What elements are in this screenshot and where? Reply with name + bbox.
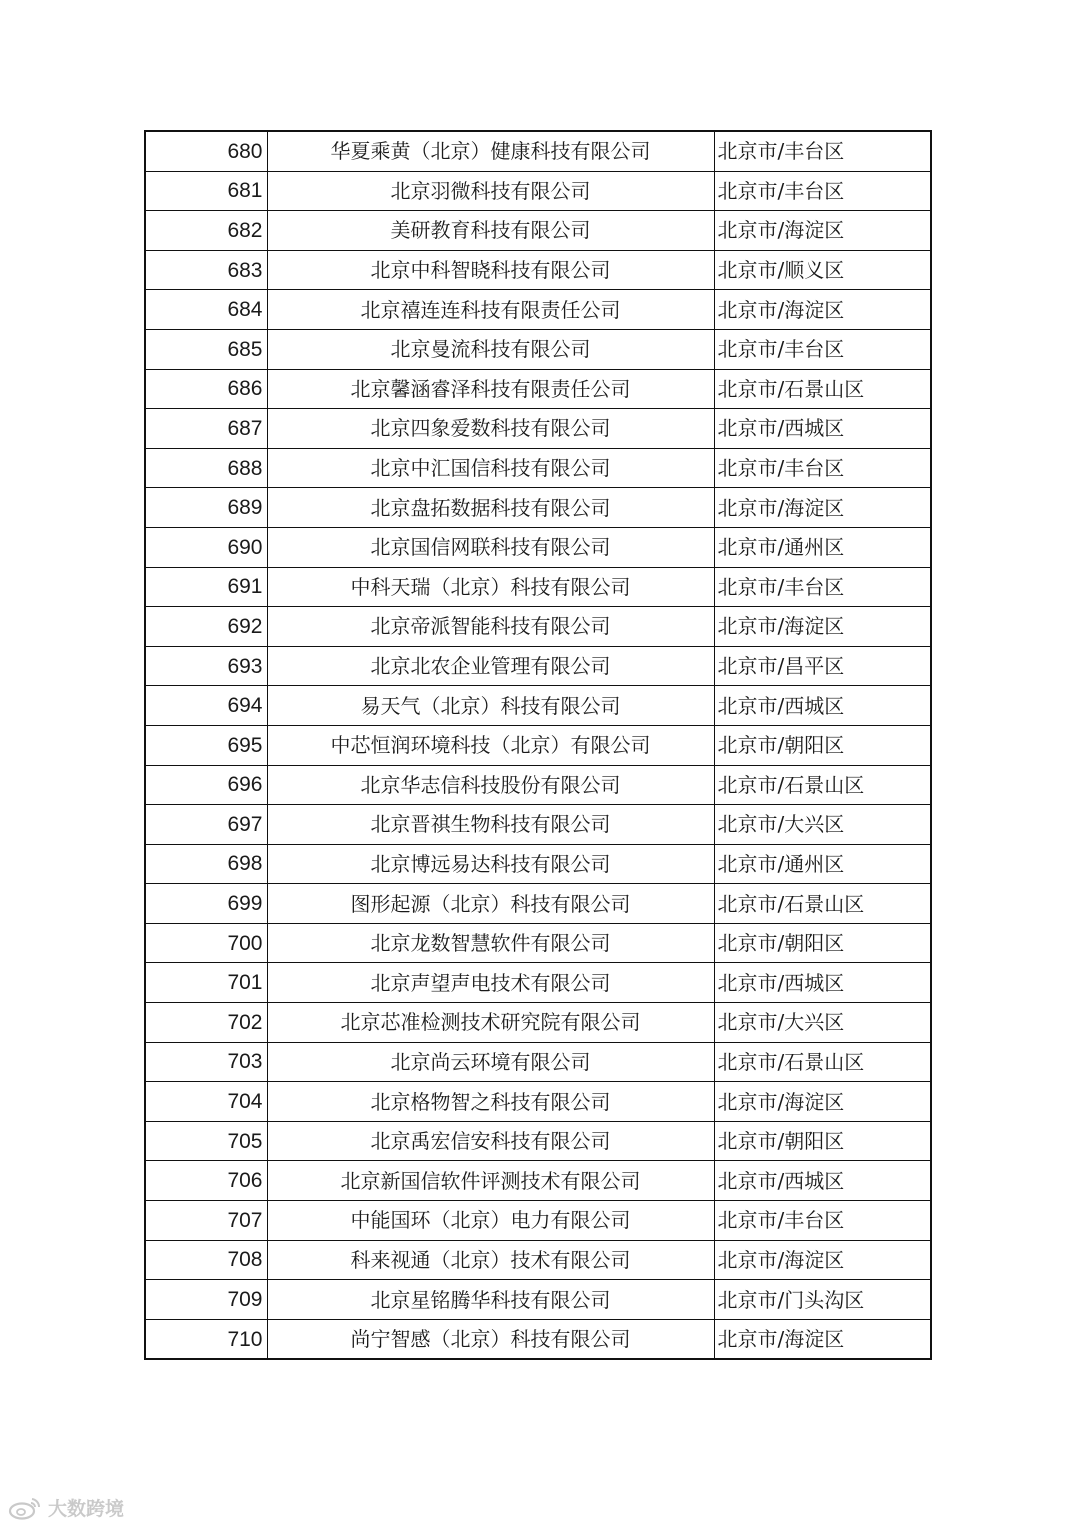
row-number: 685: [145, 329, 267, 369]
table-row: [145, 1319, 931, 1359]
row-number: 697: [145, 805, 267, 845]
company-location: 北京市/大兴区: [714, 1003, 931, 1043]
company-name: 北京四象爱数科技有限公司: [267, 409, 714, 449]
company-location: 北京市/石景山区: [714, 369, 931, 409]
company-name: 华夏乘黄（北京）健康科技有限公司: [267, 131, 714, 171]
company-name: 北京盘拓数据科技有限公司: [267, 488, 714, 528]
company-name: 北京龙数智慧软件有限公司: [267, 923, 714, 963]
row-number: 696: [145, 765, 267, 805]
row-number: 694: [145, 686, 267, 726]
table-row: [145, 607, 931, 647]
table-row: [145, 1121, 931, 1161]
watermark: [8, 1494, 124, 1521]
row-number: 692: [145, 607, 267, 647]
row-number: 707: [145, 1201, 267, 1241]
company-name: 北京新国信软件评测技术有限公司: [267, 1161, 714, 1201]
company-name: 北京中汇国信科技有限公司: [267, 448, 714, 488]
company-location: 北京市/昌平区: [714, 646, 931, 686]
table-row: [145, 646, 931, 686]
company-location: 北京市/海淀区: [714, 1240, 931, 1280]
company-name: 易天气（北京）科技有限公司: [267, 686, 714, 726]
table-row: [145, 369, 931, 409]
table-row: [145, 1003, 931, 1043]
table-row: [145, 1201, 931, 1241]
table-row: [145, 1161, 931, 1201]
table-body: [145, 131, 931, 1359]
row-number: 688: [145, 448, 267, 488]
table-row: [145, 409, 931, 449]
row-number: 705: [145, 1121, 267, 1161]
row-number: 682: [145, 211, 267, 251]
company-name: 北京声望声电技术有限公司: [267, 963, 714, 1003]
company-location: 北京市/大兴区: [714, 805, 931, 845]
company-location: 北京市/丰台区: [714, 171, 931, 211]
table-row: [145, 448, 931, 488]
table-row: [145, 1240, 931, 1280]
row-number: 693: [145, 646, 267, 686]
company-name: 北京北农企业管理有限公司: [267, 646, 714, 686]
company-location: 北京市/丰台区: [714, 448, 931, 488]
row-number: 702: [145, 1003, 267, 1043]
table-row: [145, 488, 931, 528]
company-location: 北京市/石景山区: [714, 1042, 931, 1082]
company-name: 北京格物智之科技有限公司: [267, 1082, 714, 1122]
table-row: [145, 250, 931, 290]
company-location: 北京市/海淀区: [714, 1319, 931, 1359]
company-name: 中芯恒润环境科技（北京）有限公司: [267, 725, 714, 765]
row-number: 680: [145, 131, 267, 171]
company-name: 中能国环（北京）电力有限公司: [267, 1201, 714, 1241]
company-name: 美研教育科技有限公司: [267, 211, 714, 251]
company-location: 北京市/西城区: [714, 1161, 931, 1201]
table-row: [145, 805, 931, 845]
row-number: 686: [145, 369, 267, 409]
row-number: 681: [145, 171, 267, 211]
company-name: 科来视通（北京）技术有限公司: [267, 1240, 714, 1280]
company-location: 北京市/朝阳区: [714, 923, 931, 963]
row-number: 695: [145, 725, 267, 765]
company-location: 北京市/石景山区: [714, 765, 931, 805]
table-row: [145, 923, 931, 963]
row-number: 691: [145, 567, 267, 607]
company-location: 北京市/石景山区: [714, 884, 931, 924]
company-list-table: [144, 130, 932, 1360]
company-location: 北京市/海淀区: [714, 211, 931, 251]
table-row: [145, 131, 931, 171]
company-location: 北京市/西城区: [714, 963, 931, 1003]
row-number: 689: [145, 488, 267, 528]
table-row: [145, 884, 931, 924]
row-number: 684: [145, 290, 267, 330]
company-name: 北京羽微科技有限公司: [267, 171, 714, 211]
table-row: [145, 290, 931, 330]
table-row: [145, 686, 931, 726]
company-name: 北京禧连连科技有限责任公司: [267, 290, 714, 330]
company-name: 北京帝派智能科技有限公司: [267, 607, 714, 647]
company-location: 北京市/丰台区: [714, 131, 931, 171]
company-name: 中科天瑞（北京）科技有限公司: [267, 567, 714, 607]
row-number: 710: [145, 1319, 267, 1359]
watermark-text: 大数跨境: [48, 1498, 125, 1520]
row-number: 701: [145, 963, 267, 1003]
company-location: 北京市/海淀区: [714, 488, 931, 528]
company-location: 北京市/通州区: [714, 844, 931, 884]
row-number: 704: [145, 1082, 267, 1122]
company-name: 北京华志信科技股份有限公司: [267, 765, 714, 805]
row-number: 690: [145, 527, 267, 567]
table-row: [145, 567, 931, 607]
company-location: 北京市/丰台区: [714, 567, 931, 607]
company-name: 北京芯准检测技术研究院有限公司: [267, 1003, 714, 1043]
company-name: 北京尚云环境有限公司: [267, 1042, 714, 1082]
table-row: [145, 329, 931, 369]
company-name: 北京星铭腾华科技有限公司: [267, 1280, 714, 1320]
company-name: 北京国信网联科技有限公司: [267, 527, 714, 567]
table-row: [145, 844, 931, 884]
company-location: 北京市/海淀区: [714, 607, 931, 647]
company-location: 北京市/西城区: [714, 409, 931, 449]
table-row: [145, 725, 931, 765]
company-name: 北京中科智晓科技有限公司: [267, 250, 714, 290]
table-row: [145, 1082, 931, 1122]
weibo-logo-icon: [8, 1496, 42, 1520]
row-number: 709: [145, 1280, 267, 1320]
table-row: [145, 527, 931, 567]
company-name: 北京馨涵睿泽科技有限责任公司: [267, 369, 714, 409]
table-row: [145, 765, 931, 805]
company-location: 北京市/丰台区: [714, 329, 931, 369]
company-location: 北京市/朝阳区: [714, 1121, 931, 1161]
company-location: 北京市/通州区: [714, 527, 931, 567]
table-row: [145, 963, 931, 1003]
company-location: 北京市/门头沟区: [714, 1280, 931, 1320]
table-row: [145, 1280, 931, 1320]
company-name: 北京博远易达科技有限公司: [267, 844, 714, 884]
row-number: 703: [145, 1042, 267, 1082]
company-location: 北京市/海淀区: [714, 1082, 931, 1122]
company-name: 尚宁智感（北京）科技有限公司: [267, 1319, 714, 1359]
row-number: 687: [145, 409, 267, 449]
row-number: 699: [145, 884, 267, 924]
company-location: 北京市/西城区: [714, 686, 931, 726]
company-location: 北京市/海淀区: [714, 290, 931, 330]
table-row: [145, 1042, 931, 1082]
row-number: 683: [145, 250, 267, 290]
company-name: 图形起源（北京）科技有限公司: [267, 884, 714, 924]
company-name: 北京曼流科技有限公司: [267, 329, 714, 369]
company-location: 北京市/顺义区: [714, 250, 931, 290]
table-row: [145, 211, 931, 251]
company-location: 北京市/丰台区: [714, 1201, 931, 1241]
company-name: 北京禹宏信安科技有限公司: [267, 1121, 714, 1161]
table-row: [145, 171, 931, 211]
row-number: 700: [145, 923, 267, 963]
row-number: 706: [145, 1161, 267, 1201]
row-number: 698: [145, 844, 267, 884]
row-number: 708: [145, 1240, 267, 1280]
company-name: 北京晋祺生物科技有限公司: [267, 805, 714, 845]
company-location: 北京市/朝阳区: [714, 725, 931, 765]
